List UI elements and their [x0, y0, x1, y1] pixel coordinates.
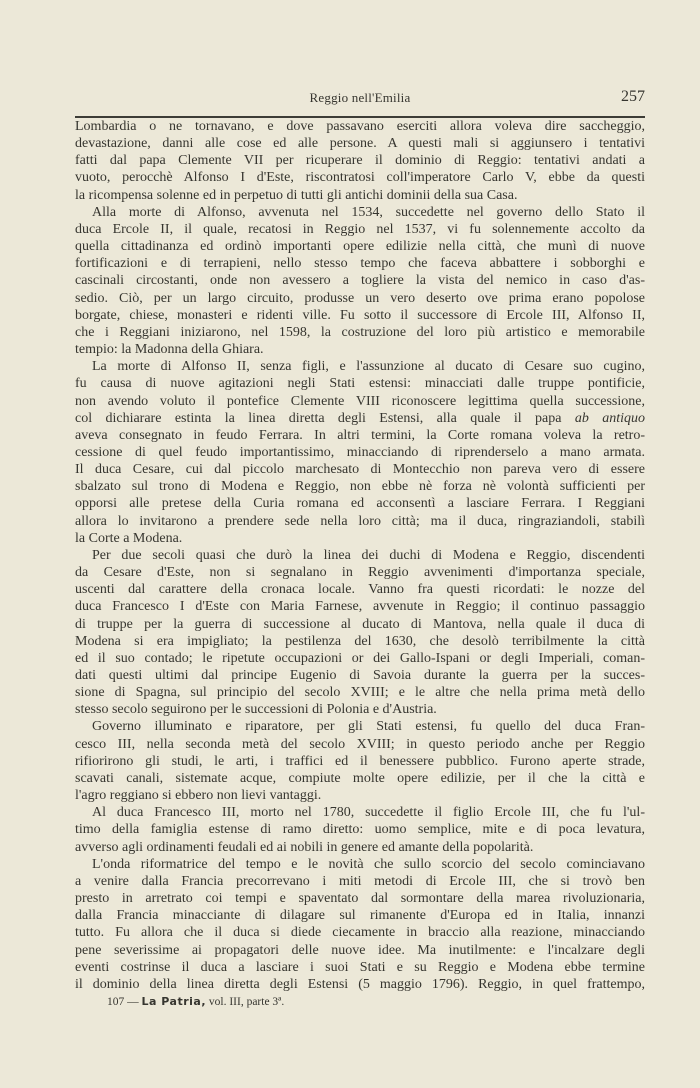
text-line: Alla morte di Alfonso, avvenuta nel 1534, succedette nel governo dello Stato il [92, 204, 645, 220]
text-line: la ricompensa solenne ed in perpetuo di tutti gli antichi dominii della sua Casa. [75, 187, 518, 203]
text-line: stesso secolo seguirono per le successioni di Polonia e d'Austria. [75, 702, 437, 718]
text-line: rifiorirono gli studi, le arti, i traffici ed il benessere pubblico. Furono aperte strade, [75, 753, 645, 769]
text-line: sione di Spagna, sul principio del secolo XVIII; e le altre che nella prima metà dello [75, 685, 645, 701]
paragraph [75, 547, 645, 719]
text-line: tempio: la Madonna della Ghiara. [75, 342, 264, 358]
text-line: presto in arretrato coi tempi e spaventato dal sormontare della marea rivoluzionaria, [75, 891, 645, 907]
printer-signature [107, 995, 284, 1008]
text-line: l'agro reggiano si ebbero non lievi vantaggi. [75, 788, 322, 804]
text-line: cesco III, nella seconda metà del secolo XVIII; in questo periodo anche per Reggio [75, 736, 645, 752]
text-line: sedio. Ciò, per un largo circuito, produsse un vero deserto ove prima erano popolose [75, 290, 645, 306]
page-header [75, 88, 645, 110]
text-line: che i Reggiani iniziarono, nel 1598, la costruzione del loro più artistico e memorabile [75, 324, 645, 340]
page-number: 257 [621, 88, 645, 105]
text-line: cessione di quel feudo importantissimo, minacciando di riprenderselo a mano armata. [75, 444, 645, 460]
text-line: eventi costrinse il duca a lasciare i suoi Stati e su Reggio e Modena ebbe termine [75, 959, 645, 975]
text-line: di truppe per la guerra di successione al ducato di Mantova, nella quale il duca di [75, 616, 645, 632]
text-line: timo della famiglia estense di ramo diretto: uomo semplice, mite e di poca levatura, [75, 822, 645, 838]
text-line: cascinali circostanti, onde non avessero a togliere la vista del nemico in caso d'as- [75, 273, 645, 289]
paragraph [75, 718, 645, 804]
text-line: L'onda riformatrice del tempo e le novità che sullo scorcio del secolo cominciavano [92, 856, 645, 872]
text-line: avverso agli ordinamenti feudali ed ai nobili in genere ed amante della popolarità. [75, 839, 534, 855]
paragraph [75, 204, 645, 358]
text-line: quella cittadinanza ed ordinò importanti opere edilizie nella città, che munì di nuove [75, 239, 645, 255]
text-line: non avendo voluto il pontefice Clemente VIII riconoscere legittima quella successione, [75, 393, 645, 409]
text-line: fortificazioni e di terrapieni, nello stesso tempo che faceva abbattere i sobborghi e [75, 256, 645, 272]
text-line: Lombardia o ne tornavano, e dove passavano eserciti allora voleva dire saccheggio, [75, 119, 645, 134]
italic-phrase: ab antiquo [574, 410, 645, 426]
text-line: ed il suo contado; le ripetute occupazioni or dei Gallo-Ispani or degli Imperiali, coman- [75, 650, 645, 666]
text-line: col dichiarare estinta la linea diretta degli Estensi, alla quale il papa ab antiquo [75, 410, 645, 426]
paragraph [75, 118, 645, 204]
text-line: Per due secoli quasi che durò la linea dei duchi di Modena e Reggio, discendenti [92, 547, 645, 563]
text-line: aveva consegnato in feudo Ferrara. In altri termini, la Corte romana voleva la retro- [75, 427, 645, 443]
paragraph [75, 856, 645, 993]
text-line: scavati canali, sistemate acque, compiute molte opere edilizie, per il che la città e [75, 770, 645, 786]
text-line: Il duca Cesare, cui dal piccolo marchesato di Montecchio non pareva vero di essere [75, 462, 645, 478]
text-line: tutto. Fu allora che il duca si diede ciecamente in braccio alla reazione, minacciando [75, 925, 645, 941]
text-line: da Cesare d'Este, non si segnalano in Reggio avvenimenti d'importanza speciale, [75, 565, 645, 581]
text-line: Governo illuminato e riparatore, per gli Stati estensi, fu quello del duca Fran- [92, 719, 645, 735]
text-line: Modena si era impigliato; la pestilenza del 1630, che desolò terribilmente la città [75, 633, 645, 649]
body-text [75, 118, 645, 993]
text-line: pene severissime ai propagatori delle nuove idee. Ma inutilmente: e l'incalzare degli [75, 942, 645, 958]
signature-number: 107 — [107, 996, 139, 1008]
text-line: borgate, chiese, monasteri e ridenti ville. Fu sotto il successore di Ercole III, Alfonso II, [75, 307, 645, 323]
text-line: il dominio della linea diretta degli Estensi (5 maggio 1796). Reggio, in quel frattempo, [75, 976, 645, 992]
text-line: opporsi alle pretese della Curia romana ed acconsentì a lasciare Ferrara. I Reggiani [75, 496, 645, 512]
text-line: fatti dal papa Clemente VII per ricuperare il dominio di Reggio: tentativi andati a [75, 153, 645, 169]
text-line: devastazione, danni alle cose ed alle persone. A questi mali si aggiunsero i tentativi [75, 136, 645, 152]
text-line: Al duca Francesco III, morto nel 1780, succedette il figlio Ercole III, che fu l'ul- [92, 805, 645, 821]
paragraph [75, 804, 645, 855]
volume-info: vol. III, parte 3ª. [208, 996, 285, 1008]
text-line: la Corte a Modena. [75, 530, 183, 546]
text-line: fu causa di nuove agitazioni negli Stati estensi: minacciati dalle truppe pontificie, [75, 376, 645, 392]
paragraph [75, 358, 645, 547]
text-line: duca Francesco I d'Este con Maria Farnese, avvenute in Reggio; il continuo passaggio [75, 599, 645, 615]
publication-title: La Patria, [141, 995, 207, 1008]
text-line: allora lo invitarono a prendere sede nella loro città; ma il duca, ringraziandoli, stabilì [75, 513, 645, 529]
text-line: vuoto, perocchè Alfonso I d'Este, riscontratosi coll'imperatore Carlo V, ebbe da questi [75, 170, 645, 186]
text-line: uscenti dal carattere della cronaca locale. Vanno fra questi ricordati: le nozze del [75, 582, 645, 598]
text-line: La morte di Alfonso II, senza figli, e l'assunzione al ducato di Cesare suo cugino, [92, 359, 645, 375]
text-line: duca Ercole II, il quale, recatosi in Reggio nel 1537, vi fu solennemente accolto da [75, 221, 645, 237]
running-title: Reggio nell'Emilia [309, 90, 411, 105]
text-line: sbalzato sul trono di Modena e Reggio, non ebbe nè forza nè volontà sufficienti per [75, 479, 645, 495]
text-line: a venire dalla Francia precorrevano i miti metodi di Ercole III, che si trovò ben [75, 873, 645, 889]
text-line: dati questi ultimi dal principe Eugenio di Savoia durante la guerra per la succes- [75, 668, 645, 683]
text-line: dalla Francia minacciante di dilagare sul rimanente d'Europa ed in Italia, innanzi [75, 908, 645, 924]
